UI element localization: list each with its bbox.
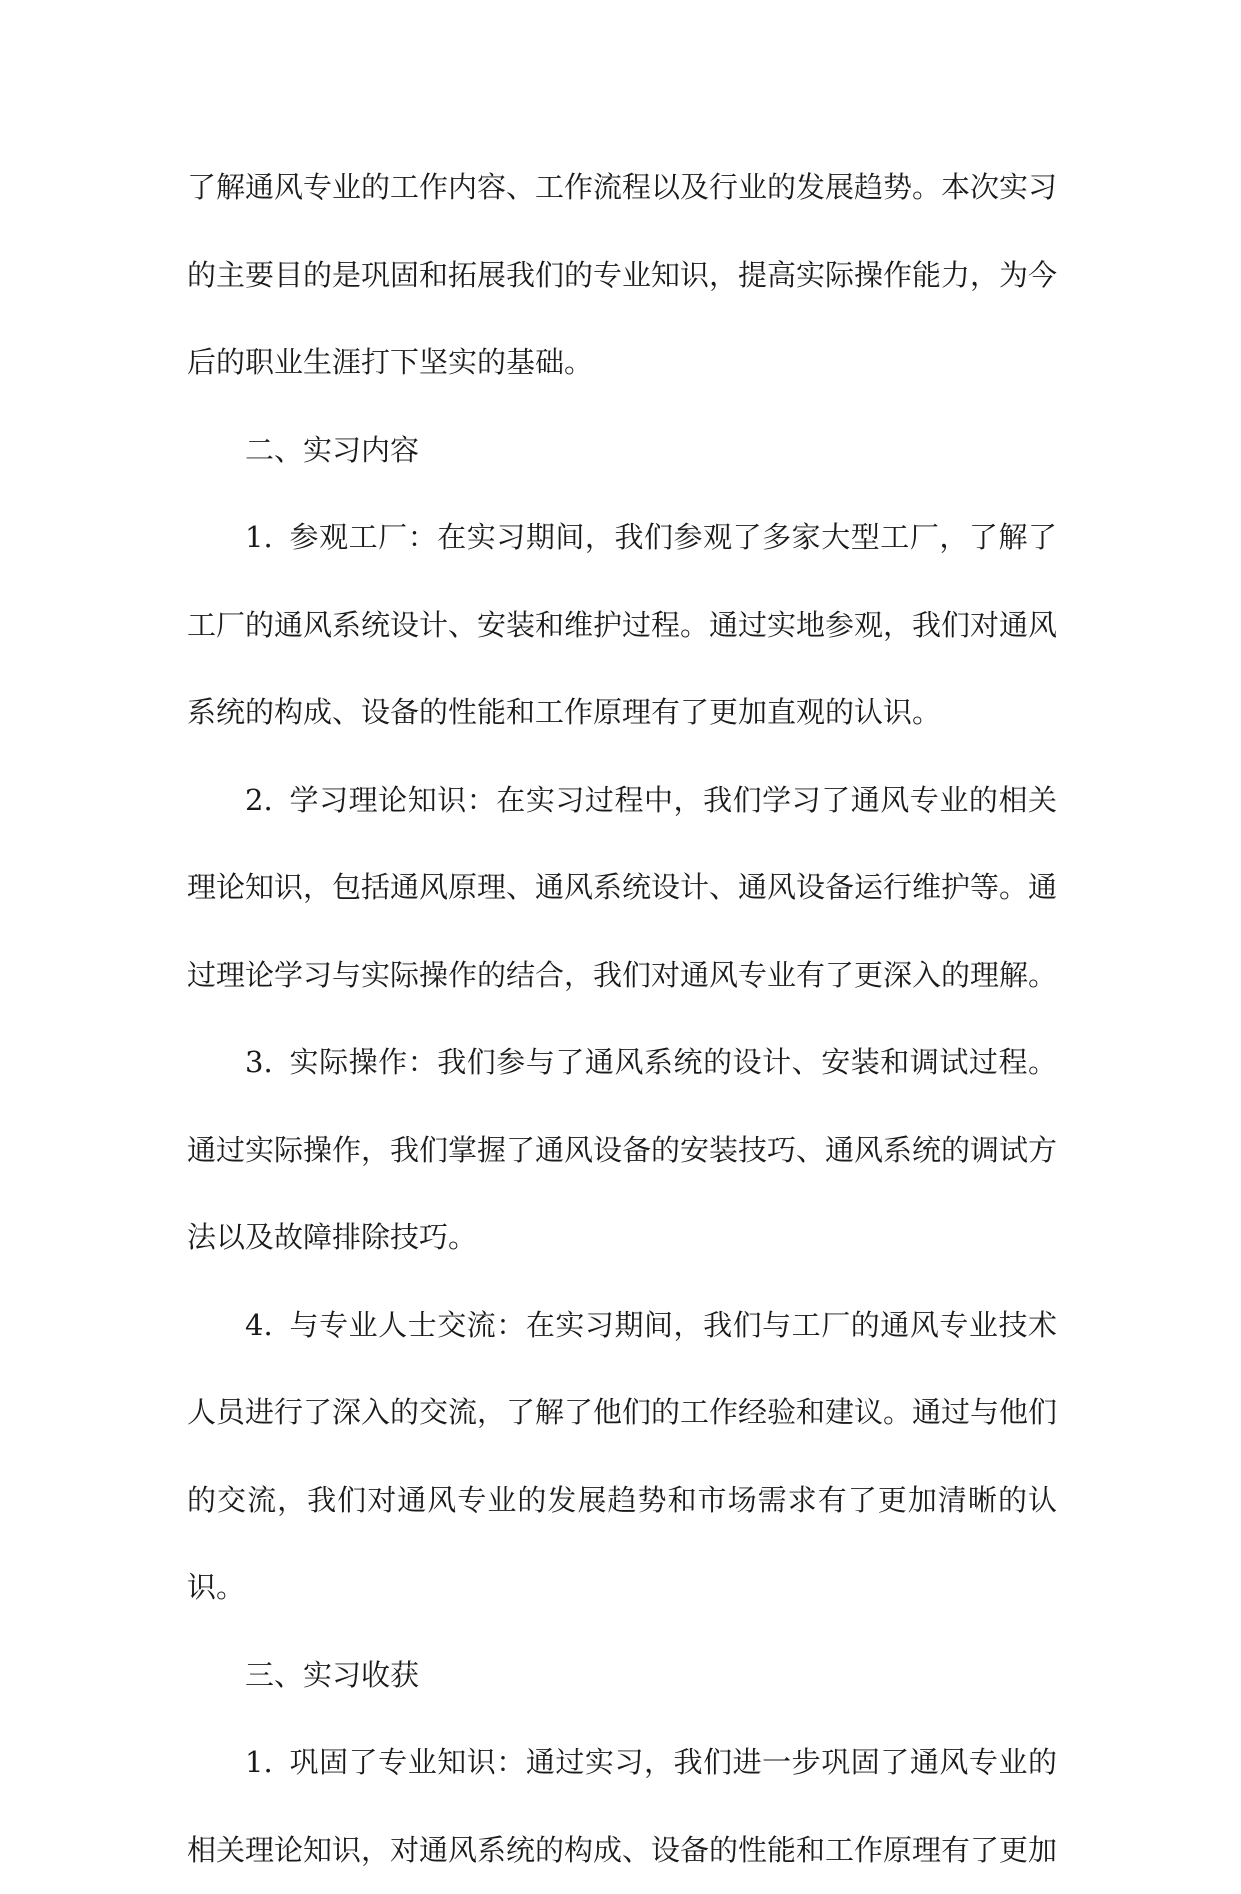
paragraph-text: 与专业人士交流：在实习期间，我们与工厂的通风专业技术人员进行了深入的交流，了解了他们的工作经验和建议。通过与他们的交流，我们对通风专业的发展趋势和市场需求有了更加清晰的认识。 bbox=[187, 1307, 1058, 1604]
list-number: 3. bbox=[245, 1045, 273, 1079]
list-number: 4. bbox=[245, 1307, 273, 1342]
section-heading-internship-content bbox=[187, 407, 1057, 495]
list-number: 1. bbox=[245, 520, 273, 554]
list-item-practical-operation bbox=[187, 1019, 1057, 1282]
list-item-professional-exchange bbox=[187, 1282, 1057, 1632]
section-heading-text: 三、实习收获 bbox=[245, 1657, 420, 1692]
list-number: 1. bbox=[245, 1745, 273, 1779]
paragraph-text: 巩固了专业知识：通过实习，我们进一步巩固了通风专业的相关理论知识，对通风系统的构成、设备的性能和工作原理有了更加 bbox=[187, 1745, 1058, 1867]
section-heading-internship-gains bbox=[187, 1632, 1057, 1720]
paragraph-intro bbox=[187, 144, 1057, 407]
paragraph-text: 参观工厂：在实习期间，我们参观了多家大型工厂，了解了工厂的通风系统设计、安装和维护过程。通过实地参观，我们对通风系统的构成、设备的性能和工作原理有了更加直观的认识。 bbox=[187, 520, 1058, 729]
section-heading-text: 二、实习内容 bbox=[245, 432, 420, 467]
list-item-consolidated-knowledge bbox=[187, 1719, 1057, 1894]
list-item-theory-study bbox=[187, 757, 1057, 1020]
list-item-factory-visit bbox=[187, 494, 1057, 757]
paragraph-text: 学习理论知识：在实习过程中，我们学习了通风专业的相关理论知识，包括通风原理、通风系统设计、通风设备运行维护等。通过理论学习与实际操作的结合，我们对通风专业有了更深入的理解。 bbox=[187, 782, 1058, 992]
list-number: 2. bbox=[245, 782, 273, 817]
document-body bbox=[187, 144, 1057, 1894]
paragraph-text: 了解通风专业的工作内容、工作流程以及行业的发展趋势。本次实习的主要目的是巩固和拓展我们的专业知识，提高实际操作能力，为今后的职业生涯打下坚实的基础。 bbox=[187, 170, 1058, 379]
paragraph-text: 实际操作：我们参与了通风系统的设计、安装和调试过程。通过实际操作，我们掌握了通风设备的安装技巧、通风系统的调试方法以及故障排除技巧。 bbox=[187, 1045, 1058, 1254]
